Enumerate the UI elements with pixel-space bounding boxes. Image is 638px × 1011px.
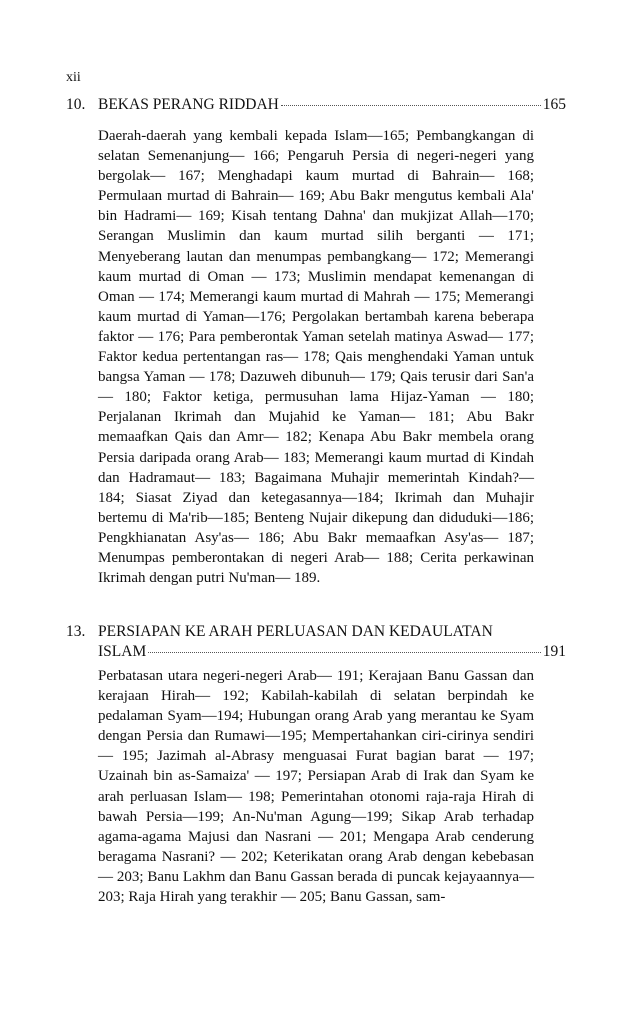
- dot-leader: [148, 652, 541, 653]
- entry-title-continued: ISLAM: [98, 643, 147, 660]
- toc-entry-heading-continued[interactable]: [98, 643, 566, 661]
- dot-leader: [281, 105, 541, 106]
- toc-entry-summary: [98, 666, 534, 907]
- entry-title: BEKAS PERANG RIDDAH: [98, 96, 279, 113]
- entry-page-number: 191: [542, 643, 566, 660]
- toc-entry-heading[interactable]: [66, 623, 540, 641]
- entry-summary-text: Perbatasan utara negeri-negeri Arab— 191; Kerajaan Banu Gassan dan kerajaan Hirah— 192; Kabilah-kabilah di selatan berpindah ke pedalaman Syam—194; Hubungan orang Arab yang merantau ke Syam dengan Persia dan Rumawi—195; Mempertahankan ciri-cirinya sendiri— 195; Jazimah al-Abrasy menguasai Furat bagian barat — 197; Uzainah bin as-Samaiza' — 197; Persiapan Arab di Irak dan Syam ke arah perluasan Islam— 198; Pemerintahan otonomi raja-raja Hirah di bawah Persia—199; An-Nu'man Agung—199; Sikap Arab terhadap agama-agama Majusi dan Nasrani — 201; Mengapa Arab cenderung beragama Nasrani? — 202; Keterikatan orang Arab dengan kebebasan — 203; Banu Lakhm dan Banu Gassan berada di puncak kejayaannya— 203; Raja Hirah yang terakhir — 205; Banu Gassan, sam-: [98, 668, 534, 906]
- toc-entry-summary: [98, 126, 534, 588]
- entry-summary-text: Daerah-daerah yang kembali kepada Islam—165; Pembangkangan di selatan Semenanjung— 166; Pengaruh Persia di negeri-negeri yang bergolak— 167; Menghadapi kaum murtad di Bahrain— 168; Permulaan murtad di Bahrain— 169; Abu Bakr mengutus kembali Ala' bin Hadrami— 169; Kisah tentang Dahna' dan mukjizat Allah—170; Serangan Muslimin dan kaum murtad silih berganti — 171; Menyeberang lautan dan menumpas pembangkang— 172; Memerangi kaum murtad di Oman — 173; Muslimin mendapat kemenangan di Oman — 174; Memerangi kaum murtad di Mahrah — 175; Memerangi kaum murtad di Yaman—176; Pergolakan bertambah karena beberapa faktor — 176; Para pemberontak Yaman setelah matinya Aswad— 177; Faktor kedua pertentangan ras— 178; Qais menghendaki Yaman untuk bangsa Yaman — 178; Dazuweh dibunuh— 179; Qais terusir dari San'a— 180; Faktor ketiga, permusuhan lama Hijaz-Yaman — 180; Perjalanan Ikrimah dan Mujahid ke Yaman— 181; Abu Bakr memaafkan Qais dan Amr— 182; Kenapa Abu Bakr membela orang Persia daripada orang Arab— 183; Memerangi kaum murtad di Kindah dan Hadramaut— 183; Bagaimana Muhajir memerintah Kindah?— 184; Siasat Ziyad dan ketegasannya—184; Ikrimah dan Muhajir bertemu di Ma'rib—185; Benteng Nujair dikepung dan diduduki—186; Pengkhianatan Asy'as— 186; Abu Bakr memaafkan Asy'as— 187; Menumpas pemberontakan di negeri Arab— 188; Cerita perkawinan Ikrimah dengan putri Nu'man— 189.: [98, 128, 534, 587]
- entry-number: 10.: [66, 96, 86, 113]
- toc-entry-heading[interactable]: [66, 96, 566, 114]
- page-number: xii: [66, 70, 81, 85]
- entry-page-number: 165: [542, 96, 566, 113]
- entry-title: PERSIAPAN KE ARAH PERLUASAN DAN KEDAULATAN: [98, 623, 493, 640]
- entry-number: 13.: [66, 623, 86, 640]
